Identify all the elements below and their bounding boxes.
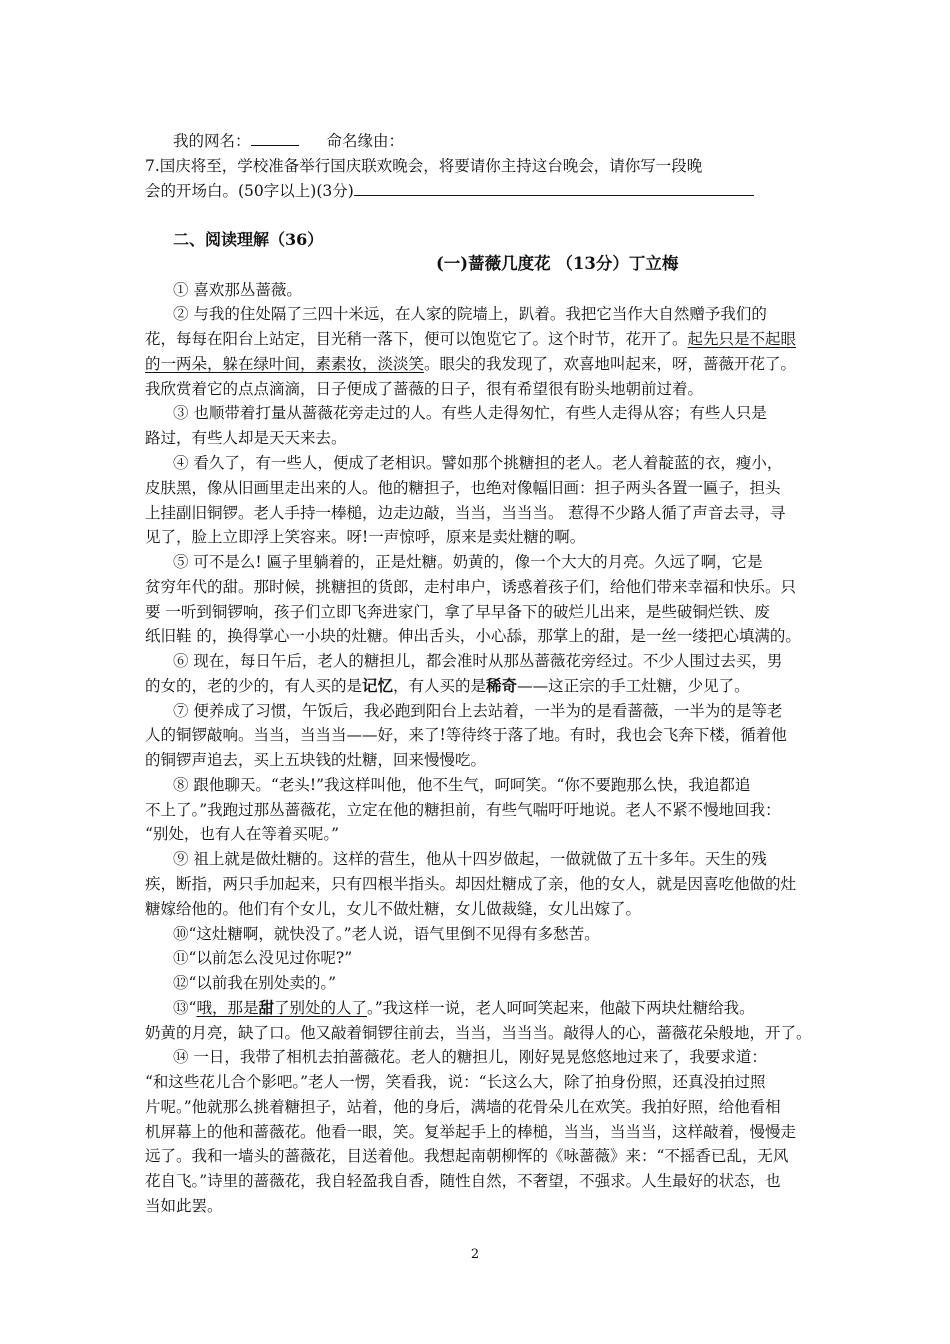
paragraph-9-line: ⑨ 祖上就是做灶糖的。这样的营生，他从十四岁做起，一做就做了五十多年。天生的残	[173, 850, 767, 868]
q6-line	[173, 129, 823, 153]
paragraph-5-line: 纸旧鞋 的，换得掌心一小块的灶糖。伸出舌头，小心舔，那掌上的甜，是一丝一缕把心填满的。	[145, 627, 801, 645]
bold-word: 稀奇	[486, 676, 518, 695]
paragraph-4-line: 皮肤黑，像从旧画里走出来的人。他的糖担子，也绝对像幅旧画：担子两头各置一匾子，担头	[145, 479, 781, 497]
paragraph-4-line: 见了，脸上立即浮上笑容来。呀!一声惊呼，原来是卖灶糖的啊。	[145, 528, 586, 546]
paragraph-5-line: ⑤ 可不是么! 匾子里躺着的，正是灶糖。奶黄的，像一个大大的月亮。久远了啊，它是	[173, 553, 763, 571]
paragraph-2-line: 我欣赏着它的点点滴滴，日子便成了蔷薇的日子，很有希望很有盼头地朝前过着。	[145, 380, 704, 398]
paragraph-13-line: 奶黄的月亮，缺了口。他又敲着铜锣往前去，当当，当当当。敲得人的心，蔷薇花朵般地，开了。	[145, 1024, 812, 1042]
paragraph-14-line: 机屏幕上的他和蔷薇花。他看一眼，笑。复举起手上的棒槌，当当，当当当，这样敲着，慢慢走	[145, 1123, 797, 1141]
paragraph-14-line: 片呢。”他就那么挑着糖担子，站着，他的身后，满墙的花骨朵儿在欢笑。我拍好照，给他看相	[145, 1098, 781, 1116]
paragraph-8-line: 不上了。”我跑过那丛蔷薇花，立定在他的糖担前，有些气喘吁吁地说。老人不紧不慢地回我：	[145, 801, 781, 819]
bold-word: 记忆	[362, 676, 394, 695]
paragraph-11: ⑪“以前怎么没见过你呢?”	[173, 949, 353, 967]
text-span: ——这正宗的手工灶糖，少见了。	[517, 677, 750, 695]
paragraph-12: ⑫“以前我在别处卖的。”	[173, 974, 337, 992]
paragraph-5-line: 贫穷年代的甜。那时候，挑糖担的货郎，走村串户，诱惑着孩子们，给他们带来幸福和快乐。只	[145, 578, 797, 596]
section-heading: 二、阅读理解（36）	[173, 230, 324, 249]
paragraph-5-line: 要 一听到铜锣响，孩子们立即飞奔进家门，拿了早早备下的破烂儿出来，是些破铜烂铁、废	[145, 603, 770, 621]
paragraph-2-line: ② 与我的住处隔了三四十米远，在人家的院墙上，趴着。我把它当作大自然赠予我们的	[173, 305, 767, 323]
text-span: 花，每每在阳台上站定，目光稍一落下，便可以饱览它了。这个时节，花开了。	[145, 330, 688, 348]
text-span: ⑬“	[173, 999, 197, 1017]
paragraph-14-line: 花自飞。”诗里的蔷薇花，我自轻盈我自香，随性自然，不奢望，不强求。人生最好的状态，也	[145, 1172, 781, 1190]
paragraph-8-line: “别处，也有人在等着买呢。”	[145, 825, 340, 843]
paragraph-2-line	[145, 352, 820, 376]
text-span: 。眼尖的我发现了，欢喜地叫起来，呀，蔷薇开花了。	[424, 355, 797, 373]
paragraph-9-line: 疾，断指，两只手加起来，只有四根半指头。却因灶糖成了亲，他的女人，就是因喜吃他做的灶	[145, 875, 797, 893]
paragraph-6-line: ⑥ 现在，每日午后，老人的糖担儿，都会准时从那丛蔷薇花旁经过。不少人围过去买，男	[173, 652, 783, 670]
paragraph-7-line: 人的铜锣敲响。当当，当当当——好，来了!等待终于落了地。有时，我也会飞奔下楼，循着他	[145, 726, 787, 744]
q7-line-2-text: 会的开场白。(50字以上)(3分)	[145, 182, 354, 200]
paragraph-6-line	[145, 674, 820, 698]
text-span: ，有人买的是	[393, 677, 487, 695]
paragraph-3-line: ③ 也顺带着打量从蔷薇花旁走过的人。有些人走得匆忙，有些人走得从容；有些人只是	[173, 404, 767, 422]
paragraph-4-line: 上挂副旧铜锣。老人手持一棒槌，边走边敲，当当，当当当。 惹得不少路人循了声音去寻，寻	[145, 504, 786, 522]
paragraph-14-line: ⑭ 一日，我带了相机去拍蔷薇花。老人的糖担儿，刚好晃晃悠悠地过来了，我要求道：	[173, 1048, 767, 1066]
net-name-label: 我的网名：	[173, 132, 251, 150]
paragraph-2-line	[145, 327, 820, 351]
page-number: 2	[470, 1247, 480, 1262]
q7-line-1: 7.国庆将至，学校准备举行国庆联欢晚会，将要请你主持这台晚会，请你写一段晚	[145, 157, 703, 175]
paragraph-1: ① 喜欢那丛蔷薇。	[173, 281, 302, 299]
text-span: 。”我这样一说，老人呵呵笑起来，他敲下两块灶糖给我。	[366, 999, 755, 1017]
passage-title: (一)蔷薇几度花 （13分）丁立梅	[436, 254, 679, 273]
bold-word: 甜	[258, 998, 274, 1017]
q7-answer-blank[interactable]	[354, 179, 754, 196]
paragraph-10: ⑩“这灶糖啊，就快没了。”老人说，语气里倒不见得有多愁苦。	[173, 925, 600, 943]
paragraph-14-line: “和这些花儿合个影吧。”老人一愣，笑看我，说：“长这么大，除了拍身份照，还真没拍过照	[145, 1073, 766, 1091]
paragraph-7-line: ⑦ 便养成了习惯，午饭后，我必跑到阳台上去站着，一半为的是看蔷薇，一半为的是等老	[173, 702, 783, 720]
paragraph-13-line	[173, 996, 823, 1020]
paragraph-9-line: 糖嫁给他的。他们有个女儿，女儿不做灶糖，女儿做裁缝，女儿出嫁了。	[145, 900, 642, 918]
reason-label: 命名缘由：	[326, 132, 405, 150]
underlined-phrase: 起先只是不起眼	[687, 330, 797, 348]
paragraph-3-line: 路过，有些人却是天天来去。	[145, 429, 347, 447]
underlined-phrase	[196, 999, 367, 1017]
net-name-blank[interactable]	[251, 129, 299, 146]
text-span: 哦，那是	[196, 999, 259, 1017]
q7-line-2	[145, 179, 820, 203]
paragraph-14-line: 当如此罢。	[145, 1197, 223, 1215]
paragraph-4-line: ④ 看久了，有一些人，便成了老相识。譬如那个挑糖担的老人。老人着靛蓝的衣，瘦小，	[173, 454, 783, 472]
paragraph-14-line: 远了。我和一墙头的蔷薇花，目送着他。我想起南朝柳恽的《咏蔷薇》来：“不摇香已乱，无风	[145, 1147, 789, 1165]
text-span: 了别处的人了	[273, 999, 367, 1017]
underlined-phrase: 的一两朵，躲在绿叶间，素素妆，淡淡笑	[145, 355, 425, 373]
paragraph-8-line: ⑧ 跟他聊天。“老头!”我这样叫他，他不生气，呵呵笑。“你不要跑那么快，我追都追	[173, 776, 751, 794]
paragraph-7-line: 的铜锣声追去，买上五块钱的灶糖，回来慢慢吃。	[145, 751, 487, 769]
text-span: 的女的，老的少的，有人买的是	[145, 677, 363, 695]
